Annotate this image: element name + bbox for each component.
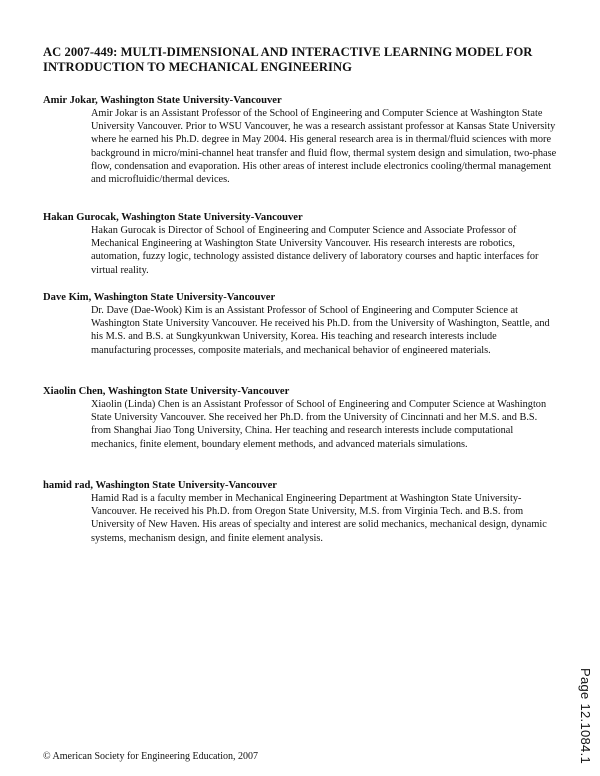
author-heading: Dave Kim, Washington State University-Vancouver [43,292,276,303]
author-bio-kim [43,291,558,357]
author-heading: hamid rad, Washington State University-Vancouver [43,480,277,491]
page-title: AC 2007-449: MULTI-DIMENSIONAL AND INTERACTIVE LEARNING MODEL FOR INTRODUCTION TO MECHANICAL ENGINEERING [43,45,533,74]
author-bio-rad [43,479,558,545]
author-bio-text: Dr. Dave (Dae-Wook) Kim is an Assistant Professor of School of Engineering and Computer Science at Washington State University Vancouver. He received his Ph.D. from the University of Washington, Seattle, and his M.S. and B.S. at Sungkyunkwan University, Korea. His teaching and research interests include manufacturing processes, composite materials, and mechanical behavior of engineered materials. [91,305,550,356]
copyright-footer: © American Society for Engineering Education, 2007 [43,751,259,762]
author-bio-chen [43,385,558,451]
author-heading: Amir Jokar, Washington State University-Vancouver [43,95,282,106]
author-bio-text: Xiaolin (Linda) Chen is an Assistant Professor of School of Engineering and Computer Science at Washington State University Vancouver. She received her Ph.D. from the University of Cincinnati and her M.S. and B.S. from Shanghai Jiao Tong University, China. Her teaching and research interests include computational mechanics, finite element, boundary element methods, and advanced materials simulations. [91,399,547,450]
author-bio-text: Amir Jokar is an Assistant Professor of the School of Engineering and Computer Science at Washington State University Vancouver. Prior to WSU Vancouver, he was a research assistant professor at Kansas State University where he earned his Ph.D. degree in May 2004. His general research area is in thermal/fluid sciences with more background in micro/mini-channel heat transfer and fluid flow, thermal system design and simulation, two-phase flow, condensation and evaporation. His other areas of interest include electronics cooling/thermal management and microfluidic/thermal devices. [91,108,557,186]
author-bio-jokar [43,94,558,186]
author-heading: Xiaolin Chen, Washington State University-Vancouver [43,386,290,397]
author-bio-text: Hakan Gurocak is Director of School of Engineering and Computer Science and Associate Professor of Mechanical Engineering at Washington State University Vancouver. His research interests are robotics, automation, fuzzy logic, technology assisted distance delivery of laboratory courses and haptic interfaces for virtual reality. [91,225,539,276]
author-heading: Hakan Gurocak, Washington State University-Vancouver [43,212,303,223]
page-number: Page 12.1084.1 [578,668,593,765]
author-bio-text: Hamid Rad is a faculty member in Mechanical Engineering Department at Washington State University-Vancouver. He received his Ph.D. from Oregon State University, M.S. from Virginia Tech. and B.S. from University of New Haven. His areas of specialty and interest are solid mechanics, mechanical design, dynamic systems, mechanism design, and finite element analysis. [91,493,547,544]
author-bio-gurocak [43,211,558,277]
